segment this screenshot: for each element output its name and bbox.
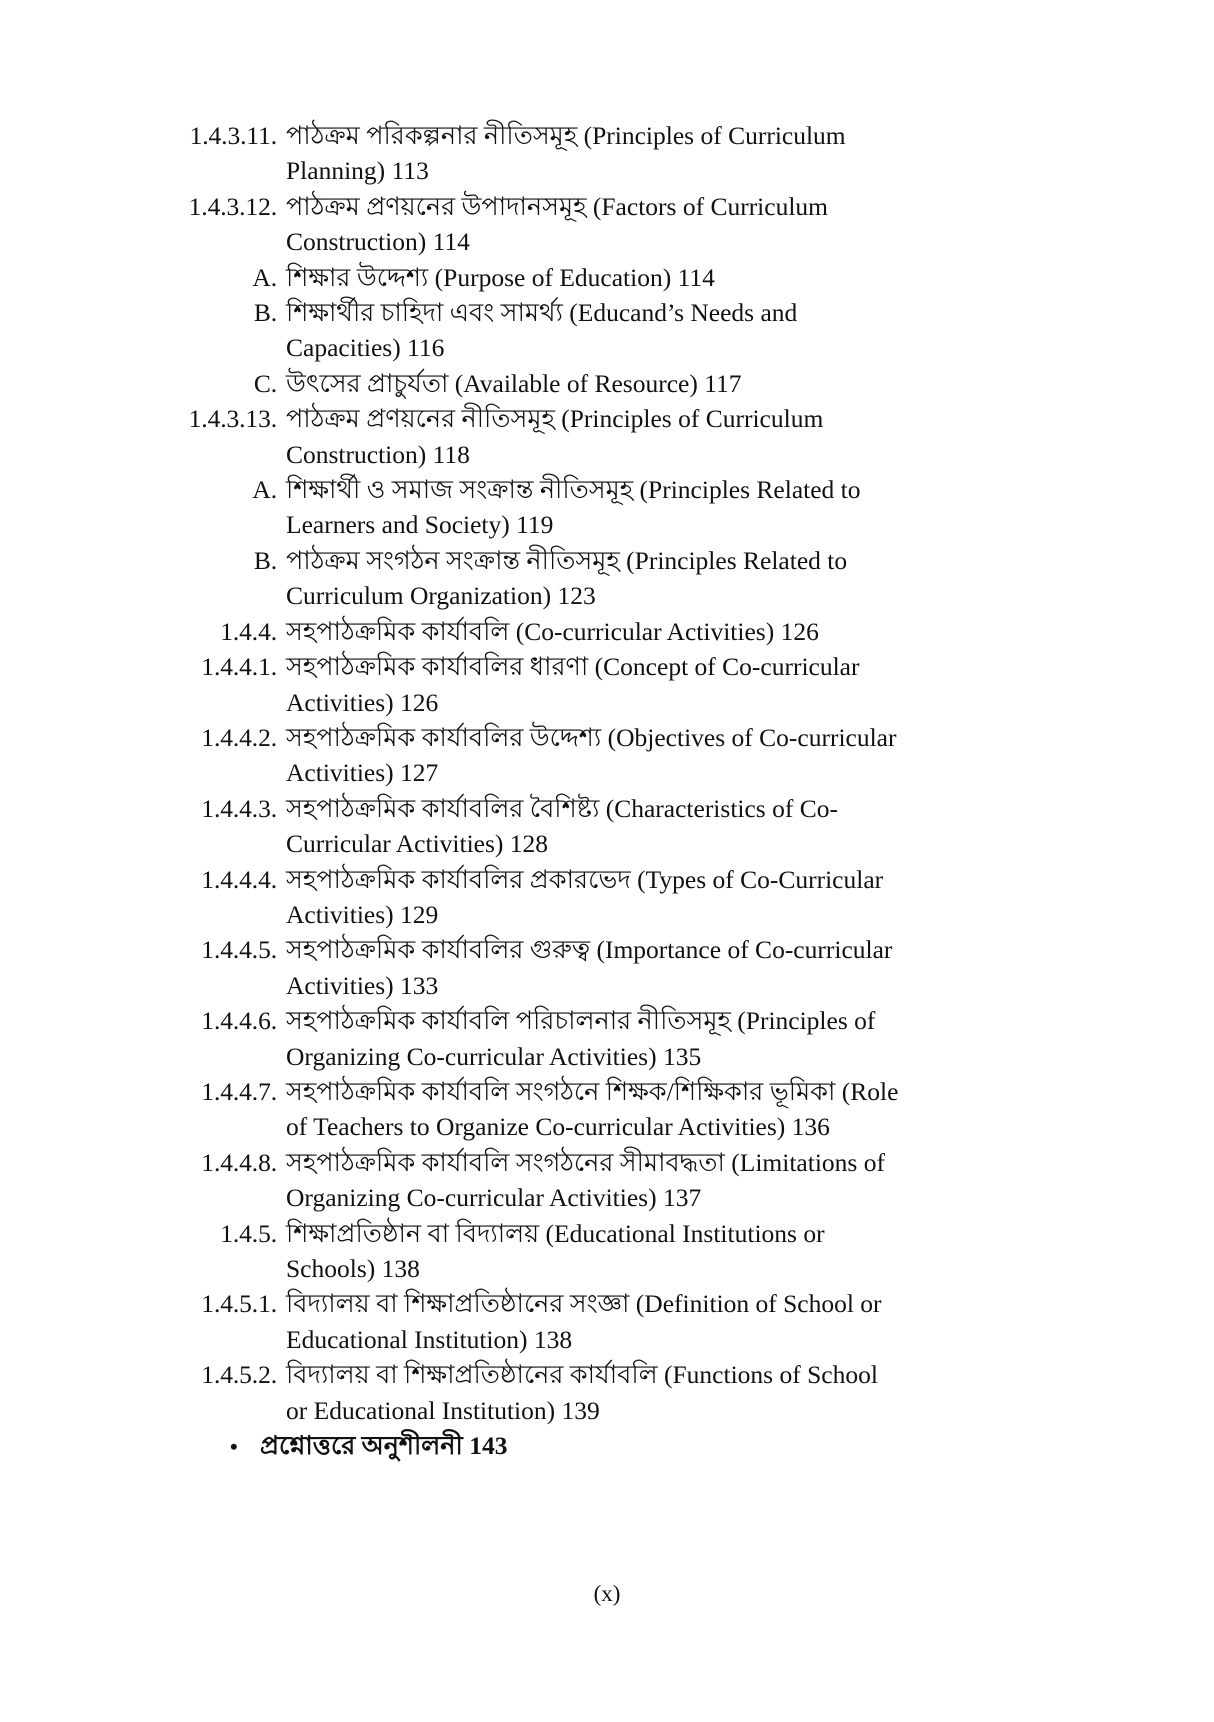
toc-entry-text: উৎসের প্রাচুর্যতা (Available of Resource) 117: [286, 368, 742, 398]
toc-entry-text: সহপাঠক্রমিক কার্যাবলি সংগঠনের সীমাবদ্ধতা (Limitations of Organizing Co-curricular Activities) 137: [286, 1147, 885, 1213]
toc-entry-text: সহপাঠক্রমিক কার্যাবলির প্রকারভেদ (Types of Co-Curricular Activities) 129: [286, 864, 884, 929]
toc-entry-number: 1.4.4.7.: [201, 1076, 277, 1106]
toc-entry[interactable]: [142, 791, 904, 862]
toc-entry-number: 1.4.3.11.: [189, 121, 277, 150]
toc-entry-number: C.: [253, 368, 277, 398]
bullet-marker-icon: •: [230, 1434, 238, 1460]
toc-entry[interactable]: [142, 614, 904, 649]
toc-entry-number: 1.4.3.12.: [188, 191, 277, 221]
toc-entry-text: পাঠক্রম প্রণয়নের উপাদানসমূহ (Factors of Curriculum Construction) 114: [286, 191, 829, 257]
toc-entry-text: সহপাঠক্রমিক কার্যাবলির বৈশিষ্ট্য (Characteristics of Co-Curricular Activities) 128: [286, 793, 838, 859]
toc-entry-number: 1.4.4.5.: [201, 935, 277, 965]
toc-entry-number: 1.4.3.13.: [188, 404, 277, 434]
table-of-contents-list: [142, 118, 904, 1428]
toc-entry[interactable]: [142, 543, 904, 614]
toc-entry-text: পাঠক্রম পরিকল্পনার নীতিসমূহ (Principles of Curriculum Planning) 113: [286, 121, 846, 186]
toc-entry-number: 1.4.4.8.: [201, 1147, 277, 1177]
toc-entry-number: 1.4.4.1.: [201, 652, 277, 682]
toc-entry-number: 1.4.4.6.: [201, 1006, 277, 1036]
toc-entry[interactable]: [142, 366, 904, 401]
toc-entry-text: শিক্ষাপ্রতিষ্ঠান বা বিদ্যালয় (Educational Institutions or Schools) 138: [286, 1218, 825, 1283]
page-folio: (x): [593, 1581, 621, 1606]
toc-entry-number: 1.4.5.: [220, 1218, 277, 1248]
toc-entry-number: 1.4.4.3.: [201, 793, 277, 823]
toc-entry-text: পাঠক্রম প্রণয়নের নীতিসমূহ (Principles of Curriculum Construction) 118: [286, 404, 824, 469]
toc-entry-number: A.: [252, 262, 277, 292]
toc-entry[interactable]: [142, 189, 904, 260]
toc-entry-number: A.: [252, 475, 277, 505]
toc-entry-text: শিক্ষার্থী ও সমাজ সংক্রান্ত নীতিসমূহ (Principles Related to Learners and Society) 119: [286, 475, 861, 540]
toc-entry-text: সহপাঠক্রমিক কার্যাবলির গুরুত্ব (Importance of Co-curricular Activities) 133: [286, 935, 893, 1000]
toc-entry-number: 1.4.5.1.: [201, 1289, 277, 1319]
toc-entry-number: 1.4.5.2.: [201, 1360, 277, 1390]
toc-entry-number: B.: [253, 545, 277, 575]
toc-entry[interactable]: [142, 295, 904, 366]
toc-entry-text: সহপাঠক্রমিক কার্যাবলি পরিচালনার নীতিসমূহ (Principles of Organizing Co-curricular Activities) 135: [286, 1006, 876, 1071]
toc-entry[interactable]: [142, 1216, 904, 1287]
toc-entry[interactable]: [142, 472, 904, 543]
toc-entry[interactable]: [142, 932, 904, 1003]
toc-entry[interactable]: [142, 401, 904, 472]
toc-entry[interactable]: [142, 1357, 904, 1428]
toc-entry[interactable]: [142, 1003, 904, 1074]
toc-entry-number: 1.4.4.: [220, 616, 277, 646]
toc-entry[interactable]: [142, 260, 904, 295]
toc-entry[interactable]: [142, 649, 904, 720]
toc-entry-text: শিক্ষার উদ্দেশ্য (Purpose of Education) 114: [286, 262, 715, 292]
toc-entry[interactable]: [142, 862, 904, 933]
toc-entry-text: বিদ্যালয় বা শিক্ষাপ্রতিষ্ঠানের কার্যাবলি (Functions of School or Educational Institution) 139: [286, 1360, 878, 1425]
toc-bullet-entry: [142, 1428, 1072, 1464]
toc-entry-number: 1.4.4.4.: [201, 864, 277, 894]
toc-entry-text: সহপাঠক্রমিক কার্যাবলির উদ্দেশ্য (Objectives of Co-curricular Activities) 127: [286, 722, 897, 788]
toc-entry[interactable]: [142, 1286, 904, 1357]
toc-entry-text: সহপাঠক্রমিক কার্যাবলি সংগঠনে শিক্ষক/শিক্ষিকার ভূমিকা (Role of Teachers to Organize Co-curricular Activities) 136: [286, 1076, 899, 1142]
toc-entry[interactable]: [142, 1074, 904, 1145]
toc-entry[interactable]: [142, 720, 904, 791]
toc-entry-text: শিক্ষার্থীর চাহিদা এবং সামর্থ্য (Educand’s Needs and Capacities) 116: [286, 298, 798, 363]
toc-entry-number: B.: [253, 298, 277, 328]
toc-entry-text: সহপাঠক্রমিক কার্যাবলির ধারণা (Concept of Co-curricular Activities) 126: [286, 652, 860, 717]
toc-entry-text: পাঠক্রম সংগঠন সংক্রান্ত নীতিসমূহ (Principles Related to Curriculum Organization) 123: [286, 545, 848, 611]
toc-entry[interactable]: [142, 1145, 904, 1216]
toc-entry[interactable]: [142, 118, 904, 189]
toc-entry-text: সহপাঠক্রমিক কার্যাবলি (Co-curricular Activities) 126: [286, 616, 819, 646]
toc-entry-text: বিদ্যালয় বা শিক্ষাপ্রতিষ্ঠানের সংজ্ঞা (Definition of School or Educational Institution) 138: [286, 1289, 882, 1354]
toc-entry-number: 1.4.4.2.: [201, 722, 277, 752]
toc-bullet-text: প্রশ্নোত্তরে অনুশীলনী 143: [260, 1431, 508, 1461]
